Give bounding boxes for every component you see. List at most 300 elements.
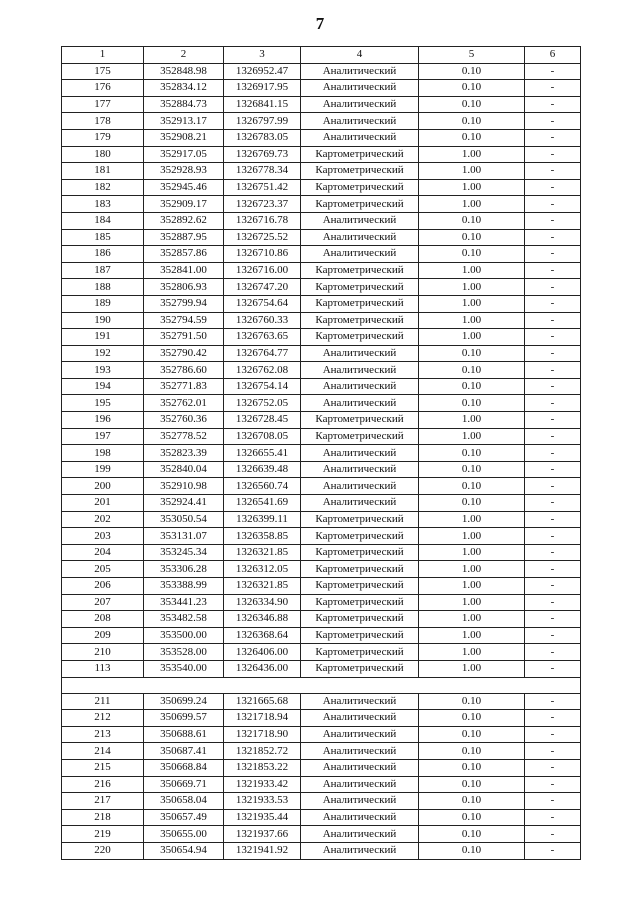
- table-cell: 350657.49: [144, 809, 224, 826]
- table-cell: Аналитический: [301, 743, 419, 760]
- table-cell: 1321935.44: [224, 809, 301, 826]
- table-cell: 177: [62, 96, 144, 113]
- table-cell: Картометрический: [301, 611, 419, 628]
- table-cell: -: [525, 445, 581, 462]
- table-cell: 186: [62, 246, 144, 263]
- table-cell: 205: [62, 561, 144, 578]
- table-cell: 352762.01: [144, 395, 224, 412]
- table-cell: 0.10: [419, 726, 525, 743]
- table-cell: 0.10: [419, 842, 525, 859]
- table-cell: -: [525, 660, 581, 677]
- table-row: [62, 710, 581, 727]
- table-cell: Аналитический: [301, 478, 419, 495]
- table-cell: -: [525, 793, 581, 810]
- table-cell: 0.10: [419, 80, 525, 97]
- table-cell: -: [525, 710, 581, 727]
- table-row: [62, 129, 581, 146]
- table-cell: 1326321.85: [224, 578, 301, 595]
- table-cell: 350699.24: [144, 693, 224, 710]
- table-cell: 0.10: [419, 445, 525, 462]
- table-cell: 1326754.64: [224, 295, 301, 312]
- table-cell: 1326368.64: [224, 627, 301, 644]
- table-row: [62, 428, 581, 445]
- table-cell: 1326723.37: [224, 196, 301, 213]
- table-cell: 1326406.00: [224, 644, 301, 661]
- table-cell: 353500.00: [144, 627, 224, 644]
- table-cell: -: [525, 96, 581, 113]
- table-row: [62, 660, 581, 677]
- table-cell: 352908.21: [144, 129, 224, 146]
- table-cell: 352848.98: [144, 63, 224, 80]
- table-cell: 219: [62, 826, 144, 843]
- table-cell: 352917.05: [144, 146, 224, 163]
- table-cell: 353050.54: [144, 511, 224, 528]
- table-cell: 1.00: [419, 644, 525, 661]
- table-cell: 1326334.90: [224, 594, 301, 611]
- table-row: [62, 693, 581, 710]
- table-cell: 213: [62, 726, 144, 743]
- table-cell: 1.00: [419, 627, 525, 644]
- table-cell: 1326358.85: [224, 528, 301, 545]
- table-row: [62, 196, 581, 213]
- table-cell: 0.10: [419, 345, 525, 362]
- table-cell: Картометрический: [301, 179, 419, 196]
- table-cell: 1.00: [419, 561, 525, 578]
- table-row: [62, 412, 581, 429]
- table-cell: 1326917.95: [224, 80, 301, 97]
- table-cell: 190: [62, 312, 144, 329]
- table-cell: -: [525, 511, 581, 528]
- table-cell: -: [525, 759, 581, 776]
- table-cell: 192: [62, 345, 144, 362]
- table-cell: Картометрический: [301, 428, 419, 445]
- table-cell: 1326952.47: [224, 63, 301, 80]
- table-cell: 209: [62, 627, 144, 644]
- table-cell: Картометрический: [301, 279, 419, 296]
- table-cell: 191: [62, 329, 144, 346]
- table-cell: 1.00: [419, 279, 525, 296]
- spacer-cell: [62, 677, 581, 693]
- table-cell: -: [525, 378, 581, 395]
- table-cell: 193: [62, 362, 144, 379]
- table-cell: -: [525, 63, 581, 80]
- table-row: [62, 478, 581, 495]
- table-cell: Аналитический: [301, 129, 419, 146]
- table-cell: 1326710.86: [224, 246, 301, 263]
- table-cell: Картометрический: [301, 544, 419, 561]
- table-cell: 217: [62, 793, 144, 810]
- table-cell: 0.10: [419, 212, 525, 229]
- table-cell: -: [525, 362, 581, 379]
- table-cell: Картометрический: [301, 627, 419, 644]
- table-cell: 0.10: [419, 693, 525, 710]
- table-cell: 1321933.42: [224, 776, 301, 793]
- table-cell: 210: [62, 644, 144, 661]
- table-cell: -: [525, 544, 581, 561]
- table-cell: Картометрический: [301, 644, 419, 661]
- table-cell: -: [525, 395, 581, 412]
- table-cell: 1326436.00: [224, 660, 301, 677]
- table-cell: -: [525, 495, 581, 512]
- table-cell: 0.10: [419, 378, 525, 395]
- table-cell: 352857.86: [144, 246, 224, 263]
- table-cell: Аналитический: [301, 113, 419, 130]
- table-cell: 189: [62, 295, 144, 312]
- table-cell: 352823.39: [144, 445, 224, 462]
- table-cell: 352771.83: [144, 378, 224, 395]
- table-cell: 1326541.69: [224, 495, 301, 512]
- table-cell: 1321852.72: [224, 743, 301, 760]
- table-row: [62, 113, 581, 130]
- table-cell: Картометрический: [301, 329, 419, 346]
- table-cell: 352790.42: [144, 345, 224, 362]
- table-row: [62, 809, 581, 826]
- table-cell: Аналитический: [301, 63, 419, 80]
- table-cell: -: [525, 478, 581, 495]
- table-cell: 113: [62, 660, 144, 677]
- table-cell: 0.10: [419, 776, 525, 793]
- table-cell: 352892.62: [144, 212, 224, 229]
- table-cell: 182: [62, 179, 144, 196]
- table-cell: 1.00: [419, 262, 525, 279]
- table-cell: 350669.71: [144, 776, 224, 793]
- table-cell: 1.00: [419, 594, 525, 611]
- table-cell: 353482.58: [144, 611, 224, 628]
- table-row: [62, 561, 581, 578]
- table-cell: 199: [62, 461, 144, 478]
- table-cell: 350688.61: [144, 726, 224, 743]
- table-cell: 352806.93: [144, 279, 224, 296]
- table-cell: -: [525, 329, 581, 346]
- table-cell: 352924.41: [144, 495, 224, 512]
- table-cell: 352884.73: [144, 96, 224, 113]
- table-cell: 1.00: [419, 611, 525, 628]
- table-cell: 0.10: [419, 63, 525, 80]
- table-cell: -: [525, 644, 581, 661]
- table-row: [62, 544, 581, 561]
- table-cell: 1326752.05: [224, 395, 301, 412]
- table-cell: 353131.07: [144, 528, 224, 545]
- coordinates-table-body: [62, 47, 581, 860]
- table-cell: -: [525, 611, 581, 628]
- table-cell: 0.10: [419, 495, 525, 512]
- table-row: [62, 80, 581, 97]
- table-row: [62, 627, 581, 644]
- table-cell: 175: [62, 63, 144, 80]
- table-cell: 1326728.45: [224, 412, 301, 429]
- table-cell: 353245.34: [144, 544, 224, 561]
- table-cell: 352945.46: [144, 179, 224, 196]
- table-row: [62, 759, 581, 776]
- table-cell: Картометрический: [301, 312, 419, 329]
- table-row: [62, 229, 581, 246]
- table-cell: 0.10: [419, 826, 525, 843]
- header-cell: 1: [62, 47, 144, 64]
- table-cell: 352840.04: [144, 461, 224, 478]
- table-cell: 350654.94: [144, 842, 224, 859]
- page-number: 7: [315, 14, 325, 33]
- table-cell: Картометрический: [301, 196, 419, 213]
- table-row: [62, 461, 581, 478]
- table-cell: 212: [62, 710, 144, 727]
- table-cell: 350687.41: [144, 743, 224, 760]
- table-cell: 0.10: [419, 461, 525, 478]
- table-cell: Аналитический: [301, 842, 419, 859]
- table-cell: -: [525, 412, 581, 429]
- table-row: [62, 362, 581, 379]
- table-cell: -: [525, 146, 581, 163]
- table-cell: 353388.99: [144, 578, 224, 595]
- table-row: [62, 445, 581, 462]
- table-cell: -: [525, 295, 581, 312]
- table-cell: 197: [62, 428, 144, 445]
- table-cell: -: [525, 826, 581, 843]
- table-cell: Картометрический: [301, 511, 419, 528]
- table-cell: 1.00: [419, 163, 525, 180]
- table-cell: 1326399.11: [224, 511, 301, 528]
- table-cell: Аналитический: [301, 759, 419, 776]
- table-cell: 1326764.77: [224, 345, 301, 362]
- table-cell: 208: [62, 611, 144, 628]
- table-cell: 206: [62, 578, 144, 595]
- table-cell: 203: [62, 528, 144, 545]
- table-cell: 1326783.05: [224, 129, 301, 146]
- table-cell: 352778.52: [144, 428, 224, 445]
- table-cell: -: [525, 594, 581, 611]
- table-cell: -: [525, 345, 581, 362]
- table-cell: Картометрический: [301, 594, 419, 611]
- table-cell: 181: [62, 163, 144, 180]
- table-cell: 352841.00: [144, 262, 224, 279]
- table-cell: 1321933.53: [224, 793, 301, 810]
- table-row: [62, 163, 581, 180]
- table-cell: 1321665.68: [224, 693, 301, 710]
- table-cell: Картометрический: [301, 163, 419, 180]
- table-cell: -: [525, 743, 581, 760]
- table-header-row: [62, 47, 581, 64]
- table-row: [62, 644, 581, 661]
- table-cell: 352913.17: [144, 113, 224, 130]
- table-cell: -: [525, 246, 581, 263]
- table-cell: 0.10: [419, 362, 525, 379]
- table-cell: 353528.00: [144, 644, 224, 661]
- table-cell: -: [525, 726, 581, 743]
- table-cell: 1321718.90: [224, 726, 301, 743]
- table-cell: -: [525, 776, 581, 793]
- table-cell: 188: [62, 279, 144, 296]
- table-cell: 352786.60: [144, 362, 224, 379]
- table-cell: Аналитический: [301, 776, 419, 793]
- table-cell: Аналитический: [301, 80, 419, 97]
- table-cell: 1326778.34: [224, 163, 301, 180]
- table-cell: 0.10: [419, 759, 525, 776]
- table-row: [62, 793, 581, 810]
- table-row: [62, 528, 581, 545]
- table-cell: Аналитический: [301, 229, 419, 246]
- table-cell: 1.00: [419, 660, 525, 677]
- table-cell: 201: [62, 495, 144, 512]
- table-cell: 353540.00: [144, 660, 224, 677]
- header-cell: 5: [419, 47, 525, 64]
- table-cell: Аналитический: [301, 495, 419, 512]
- table-cell: 1.00: [419, 179, 525, 196]
- table-cell: 1.00: [419, 578, 525, 595]
- table-cell: 352799.94: [144, 295, 224, 312]
- table-cell: 350658.04: [144, 793, 224, 810]
- table-cell: 1326312.05: [224, 561, 301, 578]
- table-cell: 207: [62, 594, 144, 611]
- table-row: [62, 395, 581, 412]
- table-cell: 1326346.88: [224, 611, 301, 628]
- table-cell: 353441.23: [144, 594, 224, 611]
- table-cell: 352794.59: [144, 312, 224, 329]
- table-cell: -: [525, 262, 581, 279]
- table-cell: 1326769.73: [224, 146, 301, 163]
- table-cell: 1321718.94: [224, 710, 301, 727]
- table-cell: 211: [62, 693, 144, 710]
- table-cell: Картометрический: [301, 561, 419, 578]
- table-cell: -: [525, 627, 581, 644]
- table-cell: Картометрический: [301, 295, 419, 312]
- table-cell: 215: [62, 759, 144, 776]
- table-cell: 187: [62, 262, 144, 279]
- table-cell: 352834.12: [144, 80, 224, 97]
- table-cell: Аналитический: [301, 793, 419, 810]
- table-cell: 352760.36: [144, 412, 224, 429]
- table-row: [62, 96, 581, 113]
- table-cell: 1326708.05: [224, 428, 301, 445]
- table-cell: 1326725.52: [224, 229, 301, 246]
- table-cell: 179: [62, 129, 144, 146]
- table-cell: 1.00: [419, 196, 525, 213]
- table-cell: 0.10: [419, 710, 525, 727]
- table-cell: -: [525, 428, 581, 445]
- table-row: [62, 495, 581, 512]
- table-cell: 0.10: [419, 395, 525, 412]
- table-cell: 178: [62, 113, 144, 130]
- table-row: [62, 312, 581, 329]
- table-cell: -: [525, 312, 581, 329]
- table-row: [62, 578, 581, 595]
- table-cell: 1321853.22: [224, 759, 301, 776]
- table-cell: 1326747.20: [224, 279, 301, 296]
- table-cell: 1.00: [419, 511, 525, 528]
- table-cell: 216: [62, 776, 144, 793]
- table-row: [62, 594, 581, 611]
- table-spacer-row: [62, 677, 581, 693]
- table-row: [62, 146, 581, 163]
- table-cell: 353306.28: [144, 561, 224, 578]
- table-row: [62, 611, 581, 628]
- table-cell: 1.00: [419, 312, 525, 329]
- table-cell: 0.10: [419, 743, 525, 760]
- table-cell: Картометрический: [301, 146, 419, 163]
- table-cell: 1326797.99: [224, 113, 301, 130]
- table-cell: Картометрический: [301, 528, 419, 545]
- table-cell: 1.00: [419, 428, 525, 445]
- table-cell: 184: [62, 212, 144, 229]
- table-cell: 352791.50: [144, 329, 224, 346]
- table-cell: Аналитический: [301, 395, 419, 412]
- table-cell: 195: [62, 395, 144, 412]
- table-cell: 0.10: [419, 793, 525, 810]
- table-cell: 0.10: [419, 809, 525, 826]
- table-cell: -: [525, 693, 581, 710]
- table-row: [62, 212, 581, 229]
- table-cell: -: [525, 163, 581, 180]
- table-cell: 352928.93: [144, 163, 224, 180]
- table-cell: -: [525, 129, 581, 146]
- table-cell: 1321941.92: [224, 842, 301, 859]
- table-cell: 350699.57: [144, 710, 224, 727]
- table-cell: Картометрический: [301, 412, 419, 429]
- table-cell: 0.10: [419, 96, 525, 113]
- table-cell: 0.10: [419, 229, 525, 246]
- table-cell: 1326841.15: [224, 96, 301, 113]
- table-cell: 1.00: [419, 544, 525, 561]
- table-cell: 1326321.85: [224, 544, 301, 561]
- table-cell: 1326763.65: [224, 329, 301, 346]
- table-cell: -: [525, 809, 581, 826]
- table-cell: Аналитический: [301, 726, 419, 743]
- table-row: [62, 378, 581, 395]
- table-cell: Аналитический: [301, 212, 419, 229]
- table-cell: Картометрический: [301, 262, 419, 279]
- table-row: [62, 295, 581, 312]
- table-cell: 1.00: [419, 412, 525, 429]
- table-row: [62, 726, 581, 743]
- table-cell: 350655.00: [144, 826, 224, 843]
- table-cell: 220: [62, 842, 144, 859]
- table-cell: 1326754.14: [224, 378, 301, 395]
- table-row: [62, 776, 581, 793]
- header-cell: 6: [525, 47, 581, 64]
- table-cell: -: [525, 229, 581, 246]
- table-cell: 0.10: [419, 246, 525, 263]
- table-cell: -: [525, 578, 581, 595]
- header-cell: 4: [301, 47, 419, 64]
- table-row: [62, 511, 581, 528]
- table-cell: 202: [62, 511, 144, 528]
- table-row: [62, 345, 581, 362]
- table-cell: 1326762.08: [224, 362, 301, 379]
- table-cell: 352910.98: [144, 478, 224, 495]
- table-cell: Аналитический: [301, 362, 419, 379]
- table-cell: 185: [62, 229, 144, 246]
- table-cell: -: [525, 561, 581, 578]
- table-cell: 1321937.66: [224, 826, 301, 843]
- table-row: [62, 246, 581, 263]
- table-row: [62, 279, 581, 296]
- table-cell: Аналитический: [301, 445, 419, 462]
- table-cell: 200: [62, 478, 144, 495]
- table-cell: 352909.17: [144, 196, 224, 213]
- table-cell: 176: [62, 80, 144, 97]
- table-cell: 1.00: [419, 528, 525, 545]
- table-cell: Аналитический: [301, 345, 419, 362]
- table-cell: 1326655.41: [224, 445, 301, 462]
- table-cell: 194: [62, 378, 144, 395]
- table-cell: 1.00: [419, 295, 525, 312]
- header-cell: 3: [224, 47, 301, 64]
- table-cell: Аналитический: [301, 461, 419, 478]
- table-cell: 1.00: [419, 146, 525, 163]
- table-cell: 1326751.42: [224, 179, 301, 196]
- table-cell: -: [525, 212, 581, 229]
- table-cell: -: [525, 842, 581, 859]
- table-cell: -: [525, 461, 581, 478]
- table-cell: 180: [62, 146, 144, 163]
